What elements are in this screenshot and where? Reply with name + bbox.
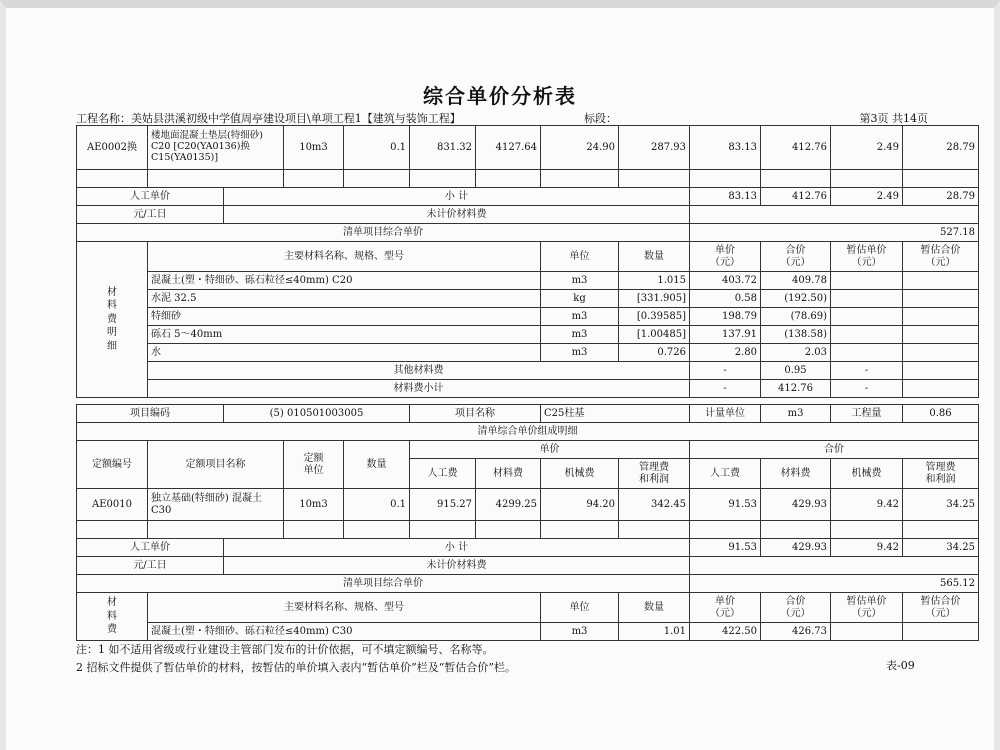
material-row [77, 344, 979, 362]
machine-fee: 24.90 [541, 126, 619, 170]
subtotal-label: 小 计 [224, 188, 690, 206]
material-est-price-header: 暂估单价 （元） [831, 242, 903, 272]
total-material: 412.76 [761, 126, 831, 170]
labor-price-label: 人工单价 [77, 188, 224, 206]
detail-label-row [77, 423, 979, 441]
table-number: 表-09 [886, 659, 915, 672]
total-labor: 91.53 [690, 489, 761, 521]
material-name: 水 [148, 344, 541, 362]
other-material-total: 0.95 [761, 362, 831, 380]
mgmt-fee: 287.93 [619, 126, 690, 170]
material-row [77, 308, 979, 326]
material-unit-header: 单位 [541, 242, 619, 272]
unpriced-row [77, 557, 979, 575]
unit-price-value: 527.18 [690, 224, 979, 242]
labor-fee: 915.27 [410, 489, 476, 521]
material-est-total-header: 暂估合价 （元） [903, 593, 979, 623]
subtotal-material: 429.93 [761, 539, 831, 557]
per-day-label: 元/工日 [77, 206, 224, 224]
total-machine: 9.42 [831, 489, 903, 521]
total-material: 429.93 [761, 489, 831, 521]
material-total-header: 合价 （元） [761, 593, 831, 623]
labor-fee: 831.32 [410, 126, 476, 170]
material-price-header: 单价 （元） [690, 242, 761, 272]
page-number: 第3页 共14页 [859, 112, 928, 125]
material-total: 2.03 [761, 344, 831, 362]
header-total-machine: 机械费 [831, 459, 903, 489]
material-row [77, 272, 979, 290]
material-qty: [331.905] [619, 290, 690, 308]
footnote: 注：1 如不适用省级或行业建设主管部门发布的计价依据，可不填定额编号、名称等。 [76, 643, 494, 656]
material-total: (78.69) [761, 308, 831, 326]
subtotal-machine: 9.42 [831, 539, 903, 557]
material-fee: 4127.64 [476, 126, 541, 170]
material-name-header: 主要材料名称、规格、型号 [148, 593, 541, 623]
material-qty: 1.015 [619, 272, 690, 290]
table-row [77, 126, 979, 170]
unit-price-label: 清单项目综合单价 [77, 575, 690, 593]
material-row [77, 326, 979, 344]
table-row [77, 521, 979, 539]
quota-qty: 0.1 [344, 126, 410, 170]
item-code: (5) 010501003005 [224, 405, 410, 423]
footnotes [76, 641, 928, 676]
item-info-row [77, 405, 979, 423]
material-total: (138.58) [761, 326, 831, 344]
quantity-value: 0.86 [903, 405, 979, 423]
material-name: 特细砂 [148, 308, 541, 326]
material-header-row [77, 593, 979, 623]
total-labor: 83.13 [690, 126, 761, 170]
subtotal-row [77, 188, 979, 206]
material-price-header: 单价 （元） [690, 593, 761, 623]
header-quota-code: 定额编号 [77, 441, 148, 489]
material-unit: m3 [541, 344, 619, 362]
total-machine: 2.49 [831, 126, 903, 170]
material-qty: [0.39585] [619, 308, 690, 326]
material-total: 409.78 [761, 272, 831, 290]
material-price: 198.79 [690, 308, 761, 326]
section-label: 标段： [584, 112, 617, 125]
header-mgmt: 管理费 和利润 [619, 459, 690, 489]
header-material: 材料费 [476, 459, 541, 489]
subtotal-material: 412.76 [761, 188, 831, 206]
total-mgmt: 34.25 [903, 489, 979, 521]
material-row [77, 623, 979, 641]
machine-fee: 94.20 [541, 489, 619, 521]
subtotal-label: 小 计 [224, 539, 690, 557]
header-total-labor: 人工费 [690, 459, 761, 489]
unpriced-row [77, 206, 979, 224]
material-qty: 0.726 [619, 344, 690, 362]
material-price: 403.72 [690, 272, 761, 290]
material-unit-header: 单位 [541, 593, 619, 623]
unit-price-table-2 [76, 404, 979, 641]
other-material-price: - [690, 362, 761, 380]
unit-price-row [77, 575, 979, 593]
header-qty: 数量 [344, 441, 410, 489]
subtotal-labor: 83.13 [690, 188, 761, 206]
unit-price-label: 清单项目综合单价 [77, 224, 690, 242]
quota-qty: 0.1 [344, 489, 410, 521]
quantity-label: 工程量 [831, 405, 903, 423]
material-subtotal-total: 412.76 [761, 380, 831, 398]
mgmt-fee: 342.45 [619, 489, 690, 521]
measure-unit-label: 计量单位 [690, 405, 761, 423]
material-side-label: 材 料 费 [77, 593, 148, 641]
material-qty: [1.00485] [619, 326, 690, 344]
material-price: 0.58 [690, 290, 761, 308]
material-unit: m3 [541, 326, 619, 344]
quota-name: 楼地面混凝土垫层(特细砂) C20 [C20(YA0136)换C15(YA0135)] [148, 126, 284, 170]
material-price: 422.50 [690, 623, 761, 641]
material-header-row [77, 242, 979, 272]
unpriced-label: 未计价材料费 [224, 557, 690, 575]
labor-price-label: 人工单价 [77, 539, 224, 557]
per-day-label: 元/工日 [77, 557, 224, 575]
header-total-price: 合价 [690, 441, 979, 459]
quota-code: AE0002换 [77, 126, 148, 170]
unit-price-table-1 [76, 125, 979, 398]
material-name: 砾石 5～40mm [148, 326, 541, 344]
total-mgmt: 28.79 [903, 126, 979, 170]
detail-label: 清单综合单价组成明细 [77, 423, 979, 441]
page-title: 综合单价分析表 [423, 84, 577, 108]
quota-unit: 10m3 [284, 126, 344, 170]
other-material-row [77, 362, 979, 380]
header-unit-price: 单价 [410, 441, 690, 459]
quota-unit: 10m3 [284, 489, 344, 521]
other-material-est: - [831, 362, 903, 380]
item-name: C25柱基 [541, 405, 690, 423]
measure-unit: m3 [761, 405, 831, 423]
material-name: 水泥 32.5 [148, 290, 541, 308]
material-total: 426.73 [761, 623, 831, 641]
material-qty-header: 数量 [619, 593, 690, 623]
material-subtotal-label: 材料费小计 [148, 380, 690, 398]
subtotal-row [77, 539, 979, 557]
quota-name: 独立基础(特细砂) 混凝土 C30 [148, 489, 284, 521]
material-unit: kg [541, 290, 619, 308]
subtotal-machine: 2.49 [831, 188, 903, 206]
material-qty: 1.01 [619, 623, 690, 641]
material-unit: m3 [541, 308, 619, 326]
subtotal-labor: 91.53 [690, 539, 761, 557]
material-est-price-header: 暂估单价 （元） [831, 593, 903, 623]
material-fee: 4299.25 [476, 489, 541, 521]
project-name: 工程名称：美姑县洪溪初级中学值周亭建设项目\单项工程1【建筑与装饰工程】 [76, 112, 461, 125]
material-qty-header: 数量 [619, 242, 690, 272]
subtotal-mgmt: 34.25 [903, 539, 979, 557]
quota-code: AE0010 [77, 489, 148, 521]
material-row [77, 290, 979, 308]
header-total-mgmt: 管理费 和利润 [903, 459, 979, 489]
material-price: 137.91 [690, 326, 761, 344]
material-total: (192.50) [761, 290, 831, 308]
subtotal-mgmt: 28.79 [903, 188, 979, 206]
table-row [77, 489, 979, 521]
material-subtotal-row [77, 380, 979, 398]
header-machine: 机械费 [541, 459, 619, 489]
header-quota-name: 定额项目名称 [148, 441, 284, 489]
column-header-row [77, 441, 979, 459]
footnote: 2 招标文件提供了暂估单价的材料，按暂估的单价填入表内“暂估单价”栏及“暂估合价”栏。 [76, 660, 516, 674]
material-price: 2.80 [690, 344, 761, 362]
material-subtotal-est: - [831, 380, 903, 398]
material-name-header: 主要材料名称、规格、型号 [148, 242, 541, 272]
unit-price-row [77, 224, 979, 242]
item-name-label: 项目名称 [410, 405, 541, 423]
material-total-header: 合价 （元） [761, 242, 831, 272]
item-code-label: 项目编码 [77, 405, 224, 423]
material-unit: m3 [541, 623, 619, 641]
material-unit: m3 [541, 272, 619, 290]
material-name: 混凝土(塑・特细砂、砾石粒径≤40mm) C20 [148, 272, 541, 290]
material-est-total-header: 暂估合价 （元） [903, 242, 979, 272]
other-material-label: 其他材料费 [148, 362, 690, 380]
material-subtotal-price: - [690, 380, 761, 398]
unit-price-value: 565.12 [690, 575, 979, 593]
unpriced-label: 未计价材料费 [224, 206, 690, 224]
table-row [77, 170, 979, 188]
header-labor: 人工费 [410, 459, 476, 489]
header-total-material: 材料费 [761, 459, 831, 489]
header-quota-unit: 定额 单位 [284, 441, 344, 489]
material-side-label: 材 料 费 明 细 [77, 242, 148, 398]
material-name: 混凝土(塑・特细砂、砾石粒径≤40mm) C30 [148, 623, 541, 641]
